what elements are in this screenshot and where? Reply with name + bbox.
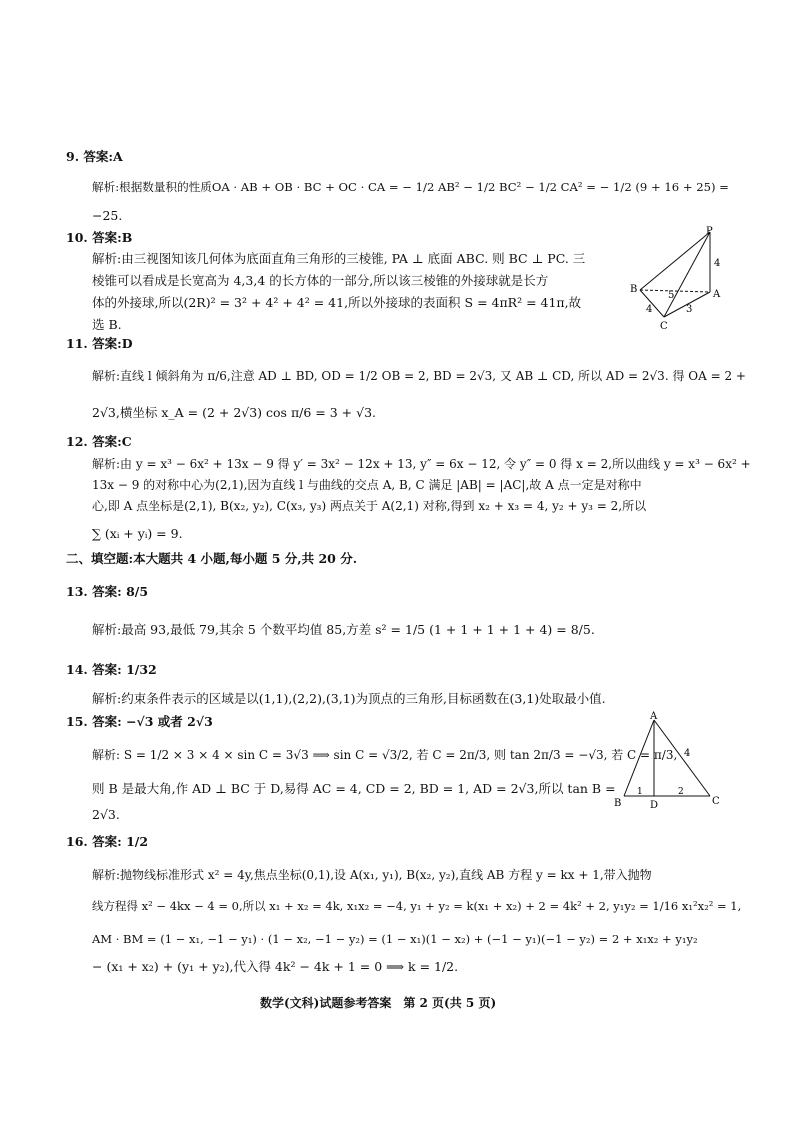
fig10-edge-ca: 3 bbox=[686, 304, 693, 315]
fig10-edge-pa: 4 bbox=[714, 258, 721, 269]
fig15-label-c: C bbox=[712, 796, 720, 807]
fig10-edge-ba: 5 bbox=[668, 290, 675, 301]
q16-answer: 16. 答案: 1/2 bbox=[66, 834, 149, 849]
section-2-heading: 二、填空题:本大题共 4 小题,每小题 5 分,共 20 分. bbox=[66, 551, 358, 566]
fig15-label-a: A bbox=[650, 711, 658, 722]
fig15-label-d: D bbox=[650, 800, 659, 811]
q12-line-2: 13x − 9 的对称中心为(2,1),因为直线 l 与曲线的交点 A, B, C 满足 |AB| = |AC|,故 A 点一定是对称中 bbox=[92, 478, 642, 492]
q11-line-1: 解析:直线 l 倾斜角为 π/6,注意 AD ⊥ BD, OD = 1/2 OB = 2, BD = 2√3, 又 AB ⊥ CD, 所以 AD = 2√3. 得 OA = 2 + bbox=[92, 369, 746, 383]
q16-line-3: AM · BM = (1 − x₁, −1 − y₁) · (1 − x₂, −1 − y₂) = (1 − x₁)(1 − x₂) + (−1 − y₁)(−1 − y₂) = 2 + x₁x₂ + y₁y₂ bbox=[92, 932, 698, 946]
q12-line-4: ∑ (xᵢ + yᵢ) = 9. bbox=[92, 526, 183, 541]
fig10-label-p: P bbox=[706, 226, 713, 237]
q13-answer: 13. 答案: 8/5 bbox=[66, 584, 149, 599]
fig15-edge-ac: 4 bbox=[684, 748, 691, 759]
q15-line-2: 则 B 是最大角,作 AD ⊥ BC 于 D,易得 AC = 4, CD = 2, BD = 1, AD = 2√3,所以 tan B = bbox=[92, 781, 616, 796]
fig10-label-c: C bbox=[660, 321, 668, 332]
q10-line-2: 棱锥可以看成是长宽高为 4,3,4 的长方体的一部分,所以该三棱锥的外接球就是长方 bbox=[92, 273, 549, 288]
q12-line-3: 心,即 A 点坐标是(2,1), B(x₂, y₂), C(x₃, y₃) 两点关于 A(2,1) 对称,得到 x₂ + x₃ = 4, y₂ + y₃ = 2,所以 bbox=[92, 499, 647, 513]
q14-line-1: 解析:约束条件表示的区域是以(1,1),(2,2),(3,1)为顶点的三角形,目标函数在(3,1)处取最小值. bbox=[92, 691, 606, 706]
q10-answer: 10. 答案:B bbox=[66, 230, 133, 245]
q10-line-1: 解析:由三视图知该几何体为底面直角三角形的三棱锥, PA ⊥ 底面 ABC. 则 BC ⊥ PC. 三 bbox=[92, 251, 586, 266]
q13-line-1: 解析:最高 93,最低 79,其余 5 个数平均值 85,方差 s² = 1/5 (1 + 1 + 1 + 1 + 4) = 8/5. bbox=[92, 622, 595, 637]
q12-line-1: 解析:由 y = x³ − 6x² + 13x − 9 得 y′ = 3x² − 12x + 13, y″ = 6x − 12, 令 y″ = 0 得 x = 2,所以曲线 y = x³ − 6x² + bbox=[92, 457, 751, 471]
q15-line-1: 解析: S = 1/2 × 3 × 4 × sin C = 3√3 ⟹ sin C = √3/2, 若 C = 2π/3, 则 tan 2π/3 = −√3, 若 C = π/3, bbox=[92, 748, 678, 762]
q16-line-4: − (x₁ + x₂) + (y₁ + y₂),代入得 4k² − 4k + 1 = 0 ⟹ k = 1/2. bbox=[92, 959, 459, 974]
fig15-edge-dc: 2 bbox=[678, 787, 684, 797]
q15-line-3: 2√3. bbox=[92, 807, 120, 822]
q11-answer: 11. 答案:D bbox=[66, 336, 133, 351]
q10-line-4: 选 B. bbox=[92, 317, 122, 332]
q9-line-1: 解析:根据数量积的性质OA · AB + OB · BC + OC · CA = − 1/2 AB² − 1/2 BC² − 1/2 CA² = − 1/2 (9 + 16 + 25) = bbox=[92, 180, 729, 194]
q14-answer: 14. 答案: 1/32 bbox=[66, 662, 157, 677]
q16-line-1: 解析:抛物线标准形式 x² = 4y,焦点坐标(0,1),设 A(x₁, y₁), B(x₂, y₂),直线 AB 方程 y = kx + 1,带入抛物 bbox=[92, 868, 652, 882]
fig15-label-b: B bbox=[614, 798, 622, 809]
q16-line-2: 线方程得 x² − 4kx − 4 = 0,所以 x₁ + x₂ = 4k, x₁x₂ = −4, y₁ + y₂ = k(x₁ + x₂) + 2 = 4k² + 2, y₁y₂ = 1/16 x₁²x₂² = 1, bbox=[92, 899, 742, 913]
q9-answer: 9. 答案:A bbox=[66, 149, 123, 164]
q10-line-3: 体的外接球,所以(2R)² = 3² + 4² + 4² = 41,所以外接球的表面积 S = 4πR² = 41π,故 bbox=[92, 295, 582, 310]
pyramid-figure bbox=[628, 222, 738, 334]
q15-answer: 15. 答案: −√3 或者 2√3 bbox=[66, 714, 213, 729]
page-footer: 数学(文科)试题参考答案 第 2 页(共 5 页) bbox=[260, 996, 497, 1010]
q11-line-2: 2√3,横坐标 x_A = (2 + 2√3) cos π/6 = 3 + √3. bbox=[92, 405, 377, 420]
fig10-label-a: A bbox=[713, 289, 721, 300]
fig15-edge-bd: 1 bbox=[637, 787, 643, 797]
triangle-figure bbox=[610, 708, 728, 812]
q12-answer: 12. 答案:C bbox=[66, 434, 132, 449]
fig10-edge-bc: 4 bbox=[646, 304, 653, 315]
fig10-label-b: B bbox=[630, 284, 638, 295]
q9-line-2: −25. bbox=[92, 208, 123, 223]
